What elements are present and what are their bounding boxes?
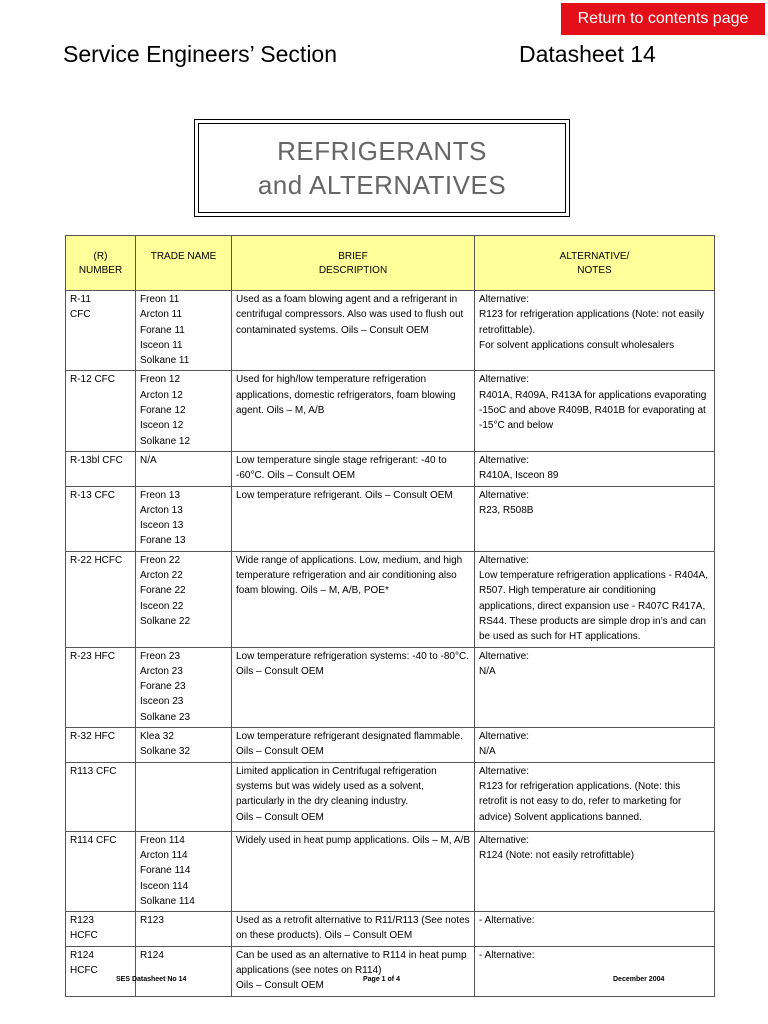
cell-notes: Alternative: R123 for refrigeration applications (Note: not easily retrofittable). For solvent applications consult wholesalers — [475, 291, 715, 371]
cell-notes: Alternative: Low temperature refrigeration applications - R404A, R507. High temperature air conditioning applications, direct expansion use - R407C R417A, RS44. These products are simple drop in’s and can be used as such for HT applications. — [475, 551, 715, 647]
cell-number: R-23 HFC — [66, 647, 136, 727]
cell-description: Widely used in heat pump applications. Oils – M, A/B — [232, 831, 475, 911]
cell-notes: Alternative: R410A, Isceon 89 — [475, 451, 715, 486]
cell-description: Used for high/low temperature refrigeration applications, domestic refrigerators, foam blowing agent. Oils – M, A/B — [232, 371, 475, 451]
footer-date: December 2004 — [613, 976, 665, 983]
table-row — [66, 728, 715, 763]
table-row — [66, 831, 715, 911]
title-box-inner — [198, 123, 566, 213]
header-trade-name: TRADE NAME — [136, 236, 232, 291]
cell-description: Wide range of applications. Low, medium, and high temperature refrigeration and air conditioning also foam blowing. Oils – M, A/B, POE* — [232, 551, 475, 647]
table-row — [66, 551, 715, 647]
cell-trade-name — [136, 762, 232, 831]
footer-datasheet-number: SES Datasheet No 14 — [116, 976, 187, 983]
cell-description: Limited application in Centrifugal refrigeration systems but was widely used as a solvent, particularly in the dry cleaning industry. Oils – Consult OEM — [232, 762, 475, 831]
cell-notes: Alternative: R123 for refrigeration applications. (Note: this retrofit is not easy to do, refer to marketing for advice) Solvent applications banned. — [475, 762, 715, 831]
cell-number: R123 HCFC — [66, 912, 136, 947]
table-row — [66, 371, 715, 451]
section-title: Service Engineers’ Section — [63, 41, 338, 67]
datasheet-number: Datasheet 14 — [519, 41, 656, 67]
cell-notes: Alternative: R124 (Note: not easily retrofittable) — [475, 831, 715, 911]
cell-trade-name: Freon 23 Arcton 23 Forane 23 Isceon 23 Solkane 23 — [136, 647, 232, 727]
cell-notes: - Alternative: — [475, 912, 715, 947]
table-row — [66, 762, 715, 831]
cell-trade-name: Freon 12 Arcton 12 Forane 12 Isceon 12 Solkane 12 — [136, 371, 232, 451]
table-row — [66, 912, 715, 947]
cell-description: Low temperature refrigerant designated flammable. Oils – Consult OEM — [232, 728, 475, 763]
cell-description: Low temperature refrigerant. Oils – Consult OEM — [232, 486, 475, 551]
title-line-2: and ALTERNATIVES — [257, 170, 507, 200]
cell-trade-name: R124 — [136, 946, 232, 996]
cell-trade-name: N/A — [136, 451, 232, 486]
return-to-contents-button[interactable]: Return to contents page — [561, 3, 765, 35]
cell-trade-name: R123 — [136, 912, 232, 947]
table-header-row — [66, 236, 715, 291]
cell-notes: - Alternative: — [475, 946, 715, 996]
cell-trade-name: Klea 32 Solkane 32 — [136, 728, 232, 763]
header-description: BRIEF DESCRIPTION — [232, 236, 475, 291]
cell-description: Can be used as an alternative to R114 in heat pump applications (see notes on R114) Oils – Consult OEM — [232, 946, 475, 996]
table-row — [66, 647, 715, 727]
cell-number: R114 CFC — [66, 831, 136, 911]
cell-trade-name: Freon 114 Arcton 114 Forane 114 Isceon 114 Solkane 114 — [136, 831, 232, 911]
title-box — [194, 119, 570, 217]
cell-notes: Alternative: R23, R508B — [475, 486, 715, 551]
cell-description: Low temperature refrigeration systems: -40 to -80°C. Oils – Consult OEM — [232, 647, 475, 727]
cell-notes: Alternative: R401A, R409A, R413A for applications evaporating -15oC and above R409B, R401B for evaporating at -15°C and below — [475, 371, 715, 451]
cell-number: R-12 CFC — [66, 371, 136, 451]
cell-trade-name: Freon 22 Arcton 22 Forane 22 Isceon 22 Solkane 22 — [136, 551, 232, 647]
cell-number: R-13bl CFC — [66, 451, 136, 486]
table-row — [66, 291, 715, 371]
table-row — [66, 946, 715, 996]
cell-number: R-11 CFC — [66, 291, 136, 371]
cell-number: R-13 CFC — [66, 486, 136, 551]
table-row — [66, 486, 715, 551]
header-notes: ALTERNATIVE/ NOTES — [475, 236, 715, 291]
cell-number: R124 HCFC — [66, 946, 136, 996]
cell-number: R-22 HCFC — [66, 551, 136, 647]
cell-description: Low temperature single stage refrigerant: -40 to -60°C. Oils – Consult OEM — [232, 451, 475, 486]
cell-description: Used as a foam blowing agent and a refrigerant in centrifugal compressors. Also was used to flush out contaminated systems. Oils – Consult OEM — [232, 291, 475, 371]
refrigerants-table — [65, 235, 715, 997]
title-line-1: REFRIGERANTS — [277, 136, 487, 166]
cell-number: R-32 HFC — [66, 728, 136, 763]
cell-description: Used as a retrofit alternative to R11/R113 (See notes on these products). Oils – Consult OEM — [232, 912, 475, 947]
header-number: (R) NUMBER — [66, 236, 136, 291]
table-row — [66, 451, 715, 486]
cell-trade-name: Freon 13 Arcton 13 Isceon 13 Forane 13 — [136, 486, 232, 551]
footer-page-number: Page 1 of 4 — [363, 976, 400, 983]
cell-trade-name: Freon 11 Arcton 11 Forane 11 Isceon 11 Solkane 11 — [136, 291, 232, 371]
cell-number: R113 CFC — [66, 762, 136, 831]
cell-notes: Alternative: N/A — [475, 728, 715, 763]
cell-notes: Alternative: N/A — [475, 647, 715, 727]
